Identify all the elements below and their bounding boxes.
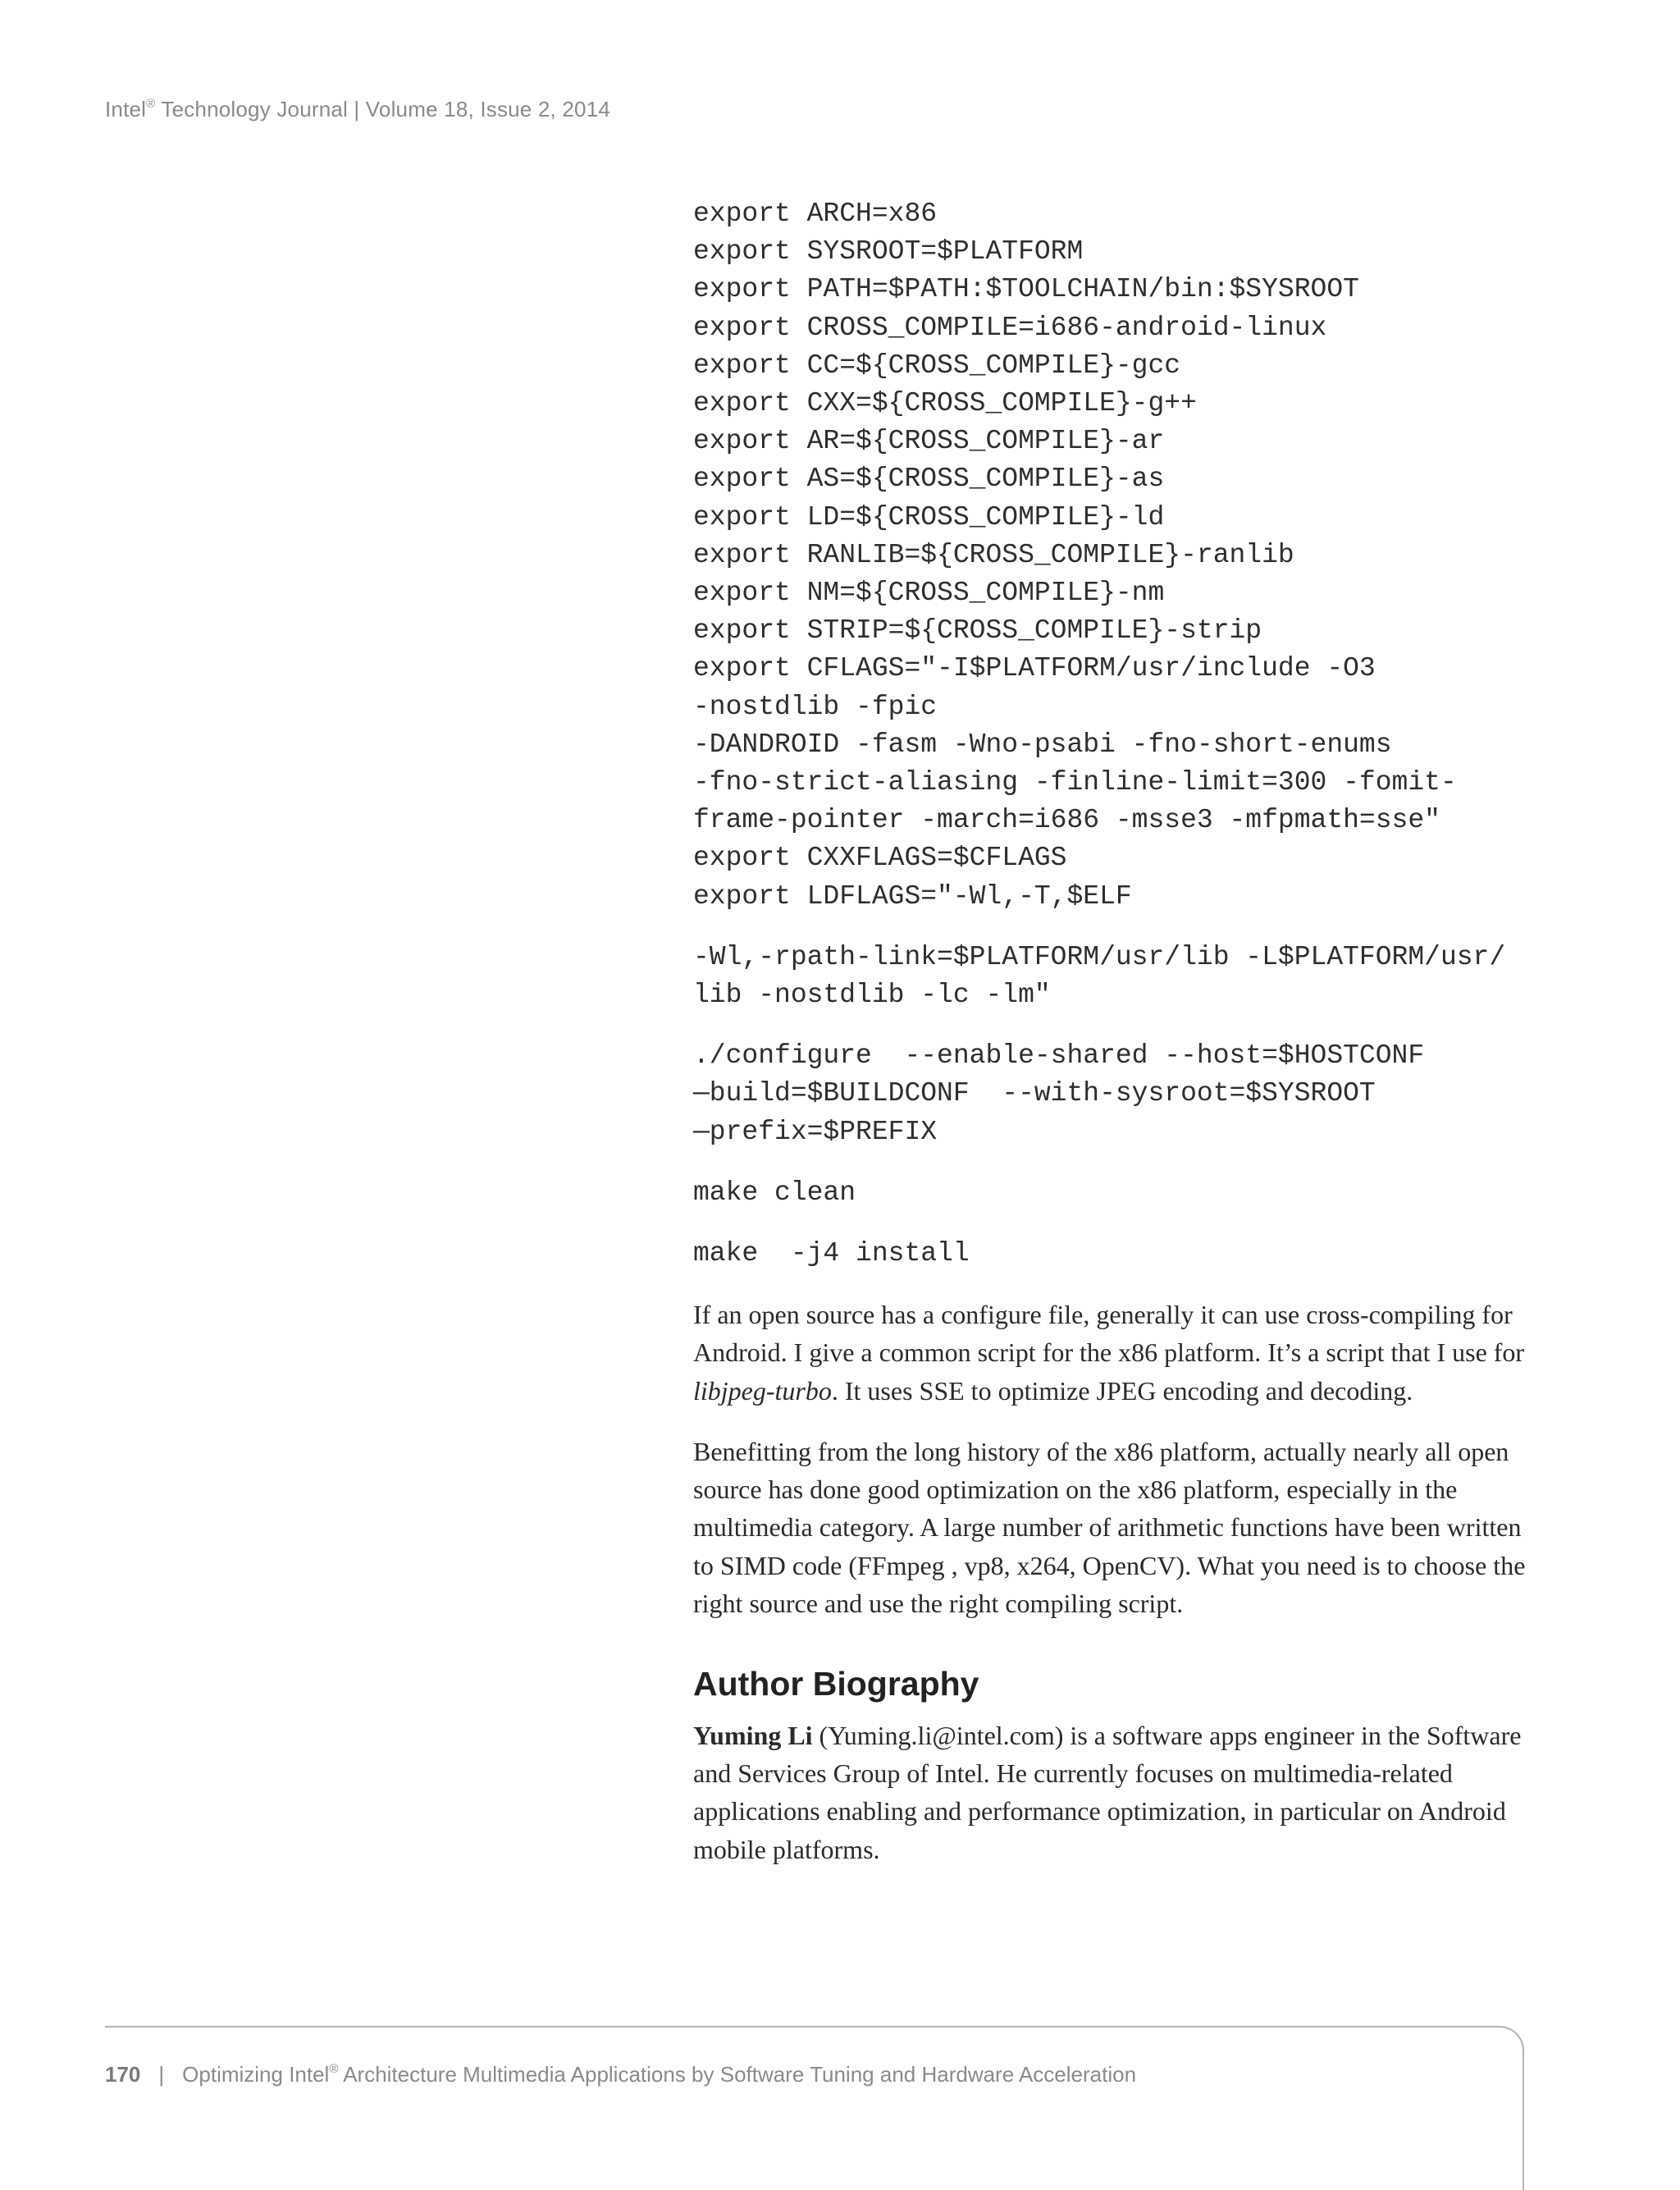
library-name: libjpeg-turbo [693, 1375, 832, 1406]
code-line: export CC=${CROSS_COMPILE}-gcc [693, 350, 1181, 381]
article-title-rest: Architecture Multimedia Applications by Software Tuning and Hardware Acceleration [338, 2062, 1137, 2087]
code-line: -fno-strict-aliasing -finline-limit=300 -fomit- [693, 767, 1457, 798]
registered-mark: ® [329, 2062, 339, 2076]
paragraph-text: If an open source has a configure file, generally it can use cross-compiling for Android. I give a common script for the x86 platform. It’s a script that I use for [693, 1300, 1525, 1368]
footer-rule [105, 2026, 1524, 2190]
code-line: export CFLAGS="-I$PLATFORM/usr/include -O3 [693, 653, 1376, 684]
author-bio-paragraph [693, 1717, 1530, 1868]
code-line: make clean [693, 1177, 856, 1208]
article-title-brand: Optimizing Intel [182, 2062, 330, 2087]
author-bio-text: (Yuming.li@intel.com) is a software apps engineer in the Software and Services Group of Intel. He currently focuses on multimedia-related applications enabling and performance optimization, in particular on Android mobile platforms. [693, 1720, 1522, 1864]
code-block-configure [693, 1037, 1530, 1151]
code-block-make-clean [693, 1174, 1530, 1212]
code-line: export ARCH=x86 [693, 199, 938, 229]
code-line: -nostdlib -fpic [693, 691, 938, 722]
code-line: export LD=${CROSS_COMPILE}-ld [693, 501, 1165, 533]
code-line: frame-pointer -march=i686 -msse3 -mfpmath=sse" [693, 805, 1440, 836]
code-line: export SYSROOT=$PLATFORM [693, 236, 1084, 267]
article-body [693, 195, 1530, 1891]
code-line: lib -nostdlib -lc -lm" [693, 980, 1051, 1011]
code-line: export LDFLAGS="-Wl,-T,$ELF [693, 880, 1132, 912]
page-footer [105, 2062, 1136, 2087]
paragraph-text: . It uses SSE to optimize JPEG encoding and decoding. [831, 1375, 1413, 1406]
journal-issue-info: Technology Journal | Volume 18, Issue 2, 2014 [155, 97, 611, 121]
code-line: export NM=${CROSS_COMPILE}-nm [693, 578, 1165, 609]
code-line: export CROSS_COMPILE=i686-android-linux [693, 312, 1327, 343]
article-title [182, 2062, 1136, 2087]
code-line: export CXX=${CROSS_COMPILE}-g++ [693, 388, 1197, 419]
code-block-env-exports [693, 195, 1530, 916]
code-line: export PATH=$PATH:$TOOLCHAIN/bin:$SYSROOT [693, 274, 1359, 305]
code-line: export AS=${CROSS_COMPILE}-as [693, 464, 1165, 495]
section-heading-author-biography: Author Biography [693, 1664, 979, 1703]
code-line: -DANDROID -fasm -Wno-psabi -fno-short-enums [693, 729, 1392, 760]
code-block-ldflags-continued [693, 939, 1530, 1014]
paragraph-x86-optimization: Benefitting from the long history of the x86 platform, actually nearly all open source has done good optimization on the x86 platform, especially in the multimedia category. A large number of arithmetic functions have been written to SIMD code (FFmpeg , vp8, x264, OpenCV). What you need is to choose the right source and use the right compiling script. [693, 1436, 1526, 1618]
journal-brand: Intel [105, 97, 147, 121]
registered-mark: ® [146, 97, 156, 111]
code-line: export CXXFLAGS=$CFLAGS [693, 843, 1067, 874]
running-header [105, 97, 610, 122]
code-line: export STRIP=${CROSS_COMPILE}-strip [693, 615, 1262, 647]
code-line: -Wl,-rpath-link=$PLATFORM/usr/lib -L$PLATFORM/usr/ [693, 941, 1506, 972]
footer-separator: | [158, 2062, 165, 2087]
author-name: Yuming Li [693, 1720, 813, 1750]
code-line: —build=$BUILDCONF --with-sysroot=$SYSROOT [693, 1078, 1376, 1109]
paragraph-configure-explanation [693, 1296, 1530, 1410]
page-number: 170 [105, 2062, 141, 2087]
code-line: export AR=${CROSS_COMPILE}-ar [693, 426, 1165, 457]
code-line: ./configure --enable-shared --host=$HOSTCONF [693, 1040, 1425, 1072]
code-line: export RANLIB=${CROSS_COMPILE}-ranlib [693, 539, 1294, 570]
code-line: —prefix=$PREFIX [693, 1116, 938, 1147]
code-block-make-install [693, 1235, 1530, 1273]
code-line: make -j4 install [693, 1238, 970, 1269]
